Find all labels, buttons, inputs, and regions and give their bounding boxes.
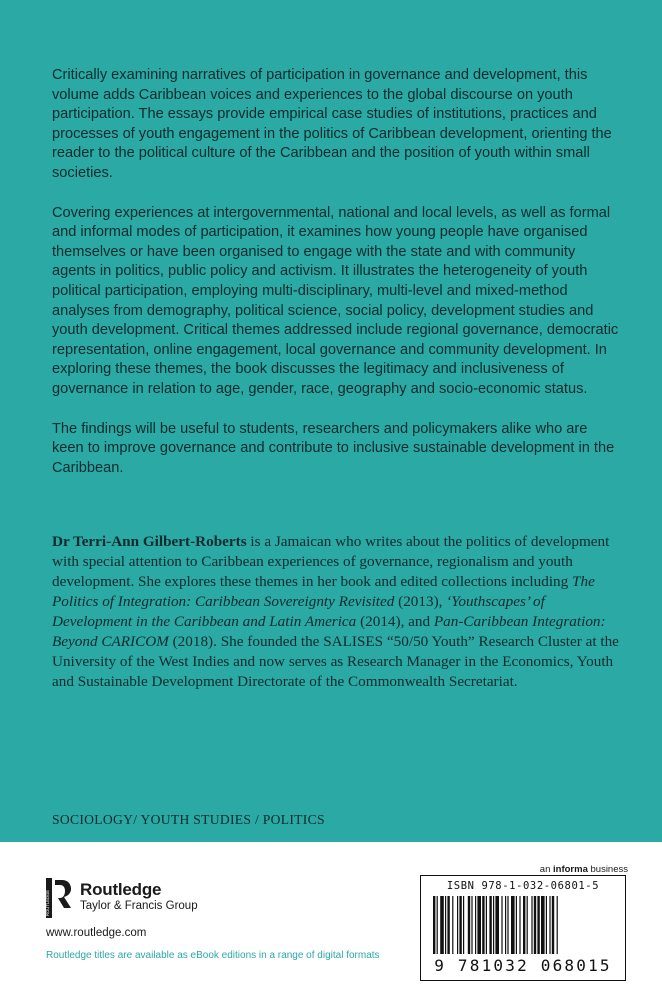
barcode-bar (501, 896, 502, 954)
informa-brand: informa (553, 864, 588, 875)
barcode-bar (546, 896, 547, 954)
barcode-bar (516, 896, 517, 954)
barcode-bar (489, 896, 491, 954)
publisher-name: Routledge (80, 880, 162, 899)
book-description (52, 66, 622, 498)
barcode-bar (527, 896, 528, 954)
isbn-barcode (420, 875, 626, 981)
barcode-bar (468, 896, 470, 954)
barcode-bar (486, 896, 487, 954)
book-title-3: Pan-Caribbean Integration: Beyond CARICOM (52, 613, 606, 650)
barcode-bar (459, 896, 461, 954)
barcode-bar (541, 896, 545, 954)
bio-text-3: (2014), and (356, 613, 434, 630)
barcode-bar (493, 896, 494, 954)
author-name: Dr Terri-Ann Gilbert-Roberts (52, 533, 247, 550)
barcode-bar (557, 896, 558, 954)
ean-number: 9 781032 068015 (434, 956, 612, 975)
subject-categories: SOCIOLOGY/ YOUTH STUDIES / POLITICS (52, 812, 325, 827)
publisher-url[interactable]: www.routledge.com (46, 927, 147, 939)
bio-text-2: (2013), (394, 593, 447, 610)
informa-prefix: an (539, 864, 554, 875)
barcode-bar (534, 896, 536, 954)
barcode-bar (447, 896, 449, 954)
barcode-bar (433, 896, 435, 954)
barcode-bar (477, 896, 481, 954)
publisher-footer (0, 842, 662, 993)
barcode-bar (463, 896, 464, 954)
barcode-bar (523, 896, 525, 954)
ebook-note: Routledge titles are available as eBook editions in a range of digital formats (46, 950, 380, 961)
description-paragraph-3: The findings will be useful to students, researchers and policymakers alike who are keen to improve governance and contribute to inclusive sustainable development in the Caribbean. (52, 420, 615, 476)
barcode-bar (549, 896, 550, 954)
bio-text-1: is a Jamaican who writes about the politics of development with special attention to Caribbean experiences of governance, regionalism and youth development. She explores these themes in her book and edited collections including (52, 533, 610, 590)
barcode-bar (452, 896, 453, 954)
informa-tagline (540, 864, 628, 875)
description-paragraph-2: Covering experiences at intergovernmental, national and local levels, as well as formal and informal modes of participation, it examines how young people have organised themselves or have been organised to engage with the state and with community agents in politics, public policy and activism. It illustrates the heterogeneity of youth political participation, employing multi-disciplinary, multi-level and mixed-method analyses from demography, political science, social policy, development studies and youth development. Critical themes addressed include regional governance, democratic representation, online engagement, local governance and community development. In exploring these themes, the book discusses the legitimacy and inclusiveness of governance in relation to age, gender, race, geography and socio-economic status. (52, 204, 619, 397)
book-title-1: The Politics of Integration: Caribbean Sovereignty Revisited (52, 573, 595, 610)
barcode-bar (457, 896, 458, 954)
barcode-bar (471, 896, 472, 954)
barcode-bar (437, 896, 438, 954)
barcode-bar (505, 896, 506, 954)
barcode-bar (482, 896, 484, 954)
barcode-bar (475, 896, 476, 954)
publisher-group: Taylor & Francis Group (80, 900, 198, 912)
description-paragraph-1: Critically examining narratives of participation in governance and development, this volume adds Caribbean voices and experiences to the global discourse on youth participation. The essays provide empirical case studies of institutions, practices and processes of youth engagement in the politics of Caribbean development, orienting the reader to the political culture of the Caribbean and the position of youth within small societies. (52, 67, 612, 181)
barcode-bar (445, 896, 446, 954)
barcode-bar (519, 896, 520, 954)
routledge-logo-icon (46, 878, 72, 918)
barcode-bar (511, 896, 515, 954)
barcode-bar (531, 896, 532, 954)
barcode-bar (552, 896, 554, 954)
informa-suffix: business (587, 864, 628, 875)
isbn-text: ISBN 978-1-032-06801-5 (446, 880, 600, 892)
barcode-bar (507, 896, 508, 954)
logo-vertical-text: ROUTLEDGE (45, 889, 50, 916)
barcode-bar (495, 896, 499, 954)
barcode-bar (440, 896, 444, 954)
book-title-2: ‘Youthscapes’ of Development in the Caribbean and Latin America (52, 593, 545, 630)
barcode-bar (537, 896, 539, 954)
bio-text-4: (2018). She founded the SALISES “50/50 Youth” Research Cluster at the University of the West Indies and now serves as Research Manager in the Economics, Youth and Sustainable Development Directorate of the Commonwealth Secretariat. (52, 633, 619, 690)
barcode-bars (431, 896, 615, 954)
author-bio (52, 532, 627, 692)
